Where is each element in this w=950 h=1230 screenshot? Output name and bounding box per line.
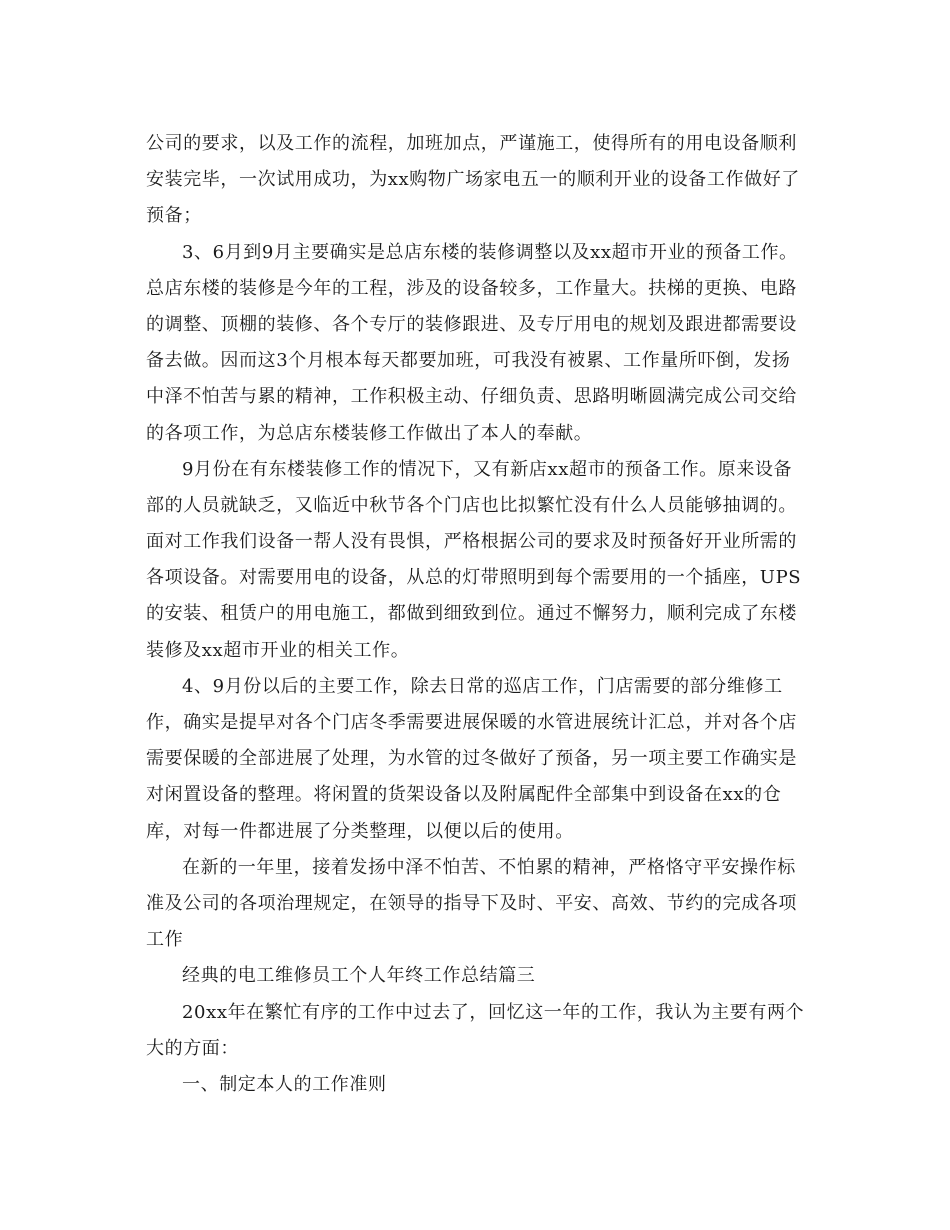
text-line: 需要保暖的全部进展了处理，为水管的过冬做好了预备，另一项主要工作确实是 xyxy=(146,748,797,770)
text-line: 备去做。因而这3个月根本每天都要加班，可我没有被累、工作量所吓倒，发扬 xyxy=(146,350,791,372)
text-line: 的安装、租赁户的用电施工，都做到细致到位。通过不懈努力，顺利完成了东楼 xyxy=(146,603,797,625)
text-line: 4、9月份以后的主要工作，除去日常的巡店工作，门店需要的部分维修工 xyxy=(182,675,783,697)
text-line: 中泽不怕苦与累的精神，工作积极主动、仔细负责、思路明晰圆满完成公司交给 xyxy=(146,386,797,408)
text-line: 工作 xyxy=(146,929,184,951)
text-line: 各项设备。对需要用电的设备，从总的灯带照明到每个需要用的一个插座，UPS xyxy=(146,567,802,589)
text-line: 面对工作我们设备一帮人没有畏惧，严格根据公司的要求及时预备好开业所需的 xyxy=(146,531,797,553)
text-line: 对闲置设备的整理。将闲置的货架设备以及附属配件全部集中到设备在xx的仓 xyxy=(146,784,782,806)
text-line: 准及公司的各项治理规定，在领导的指导下及时、平安、高效、节约的完成各项 xyxy=(146,892,797,914)
text-line: 9月份在有东楼装修工作的情况下，又有新店xx超市的预备工作。原来设备 xyxy=(182,458,793,480)
text-line: 公司的要求，以及工作的流程，加班加点，严谨施工，使得所有的用电设备顺利 xyxy=(146,133,797,154)
text-line: 库，对每一件都进展了分类整理，以便以后的使用。 xyxy=(146,820,574,842)
text-line: 3、6月到9月主要确实是总店东楼的装修调整以及xx超市开业的预备工作。 xyxy=(182,241,798,263)
text-line: 的调整、顶棚的装修、各个专厅的装修跟进、及专厅用电的规划及跟进都需要设 xyxy=(146,313,797,335)
text-line: 装修及xx超市开业的相关工作。 xyxy=(146,639,410,661)
text-line: 经典的电工维修员工个人年终工作总结篇三 xyxy=(182,965,536,987)
document-body xyxy=(146,126,806,1103)
text-line: 20xx年在繁忙有序的工作中过去了，回忆这一年的工作，我认为主要有两个 xyxy=(182,1001,805,1023)
text-line: 作，确实是提早对各个门店冬季需要进展保暖的水管进展统计汇总，并对各个店 xyxy=(146,712,797,733)
text-line: 预备； xyxy=(146,205,202,227)
text-line: 总店东楼的装修是今年的工程，涉及的设备较多，工作量大。扶梯的更换、电路 xyxy=(146,277,797,299)
text-line: 在新的一年里，接着发扬中泽不怕苦、不怕累的精神，严格恪守平安操作标 xyxy=(182,856,796,878)
text-line: 一、制定本人的工作准则 xyxy=(182,1073,387,1095)
text-line: 部的人员就缺乏，又临近中秋节各个门店也比拟繁忙没有什么人员能够抽调的。 xyxy=(146,494,797,516)
text-line: 大的方面： xyxy=(146,1037,239,1059)
text-line: 安装完毕，一次试用成功，为xx购物广场家电五一的顺利开业的设备工作做好了 xyxy=(146,169,800,191)
text-line: 的各项工作，为总店东楼装修工作做出了本人的奉献。 xyxy=(146,422,593,444)
